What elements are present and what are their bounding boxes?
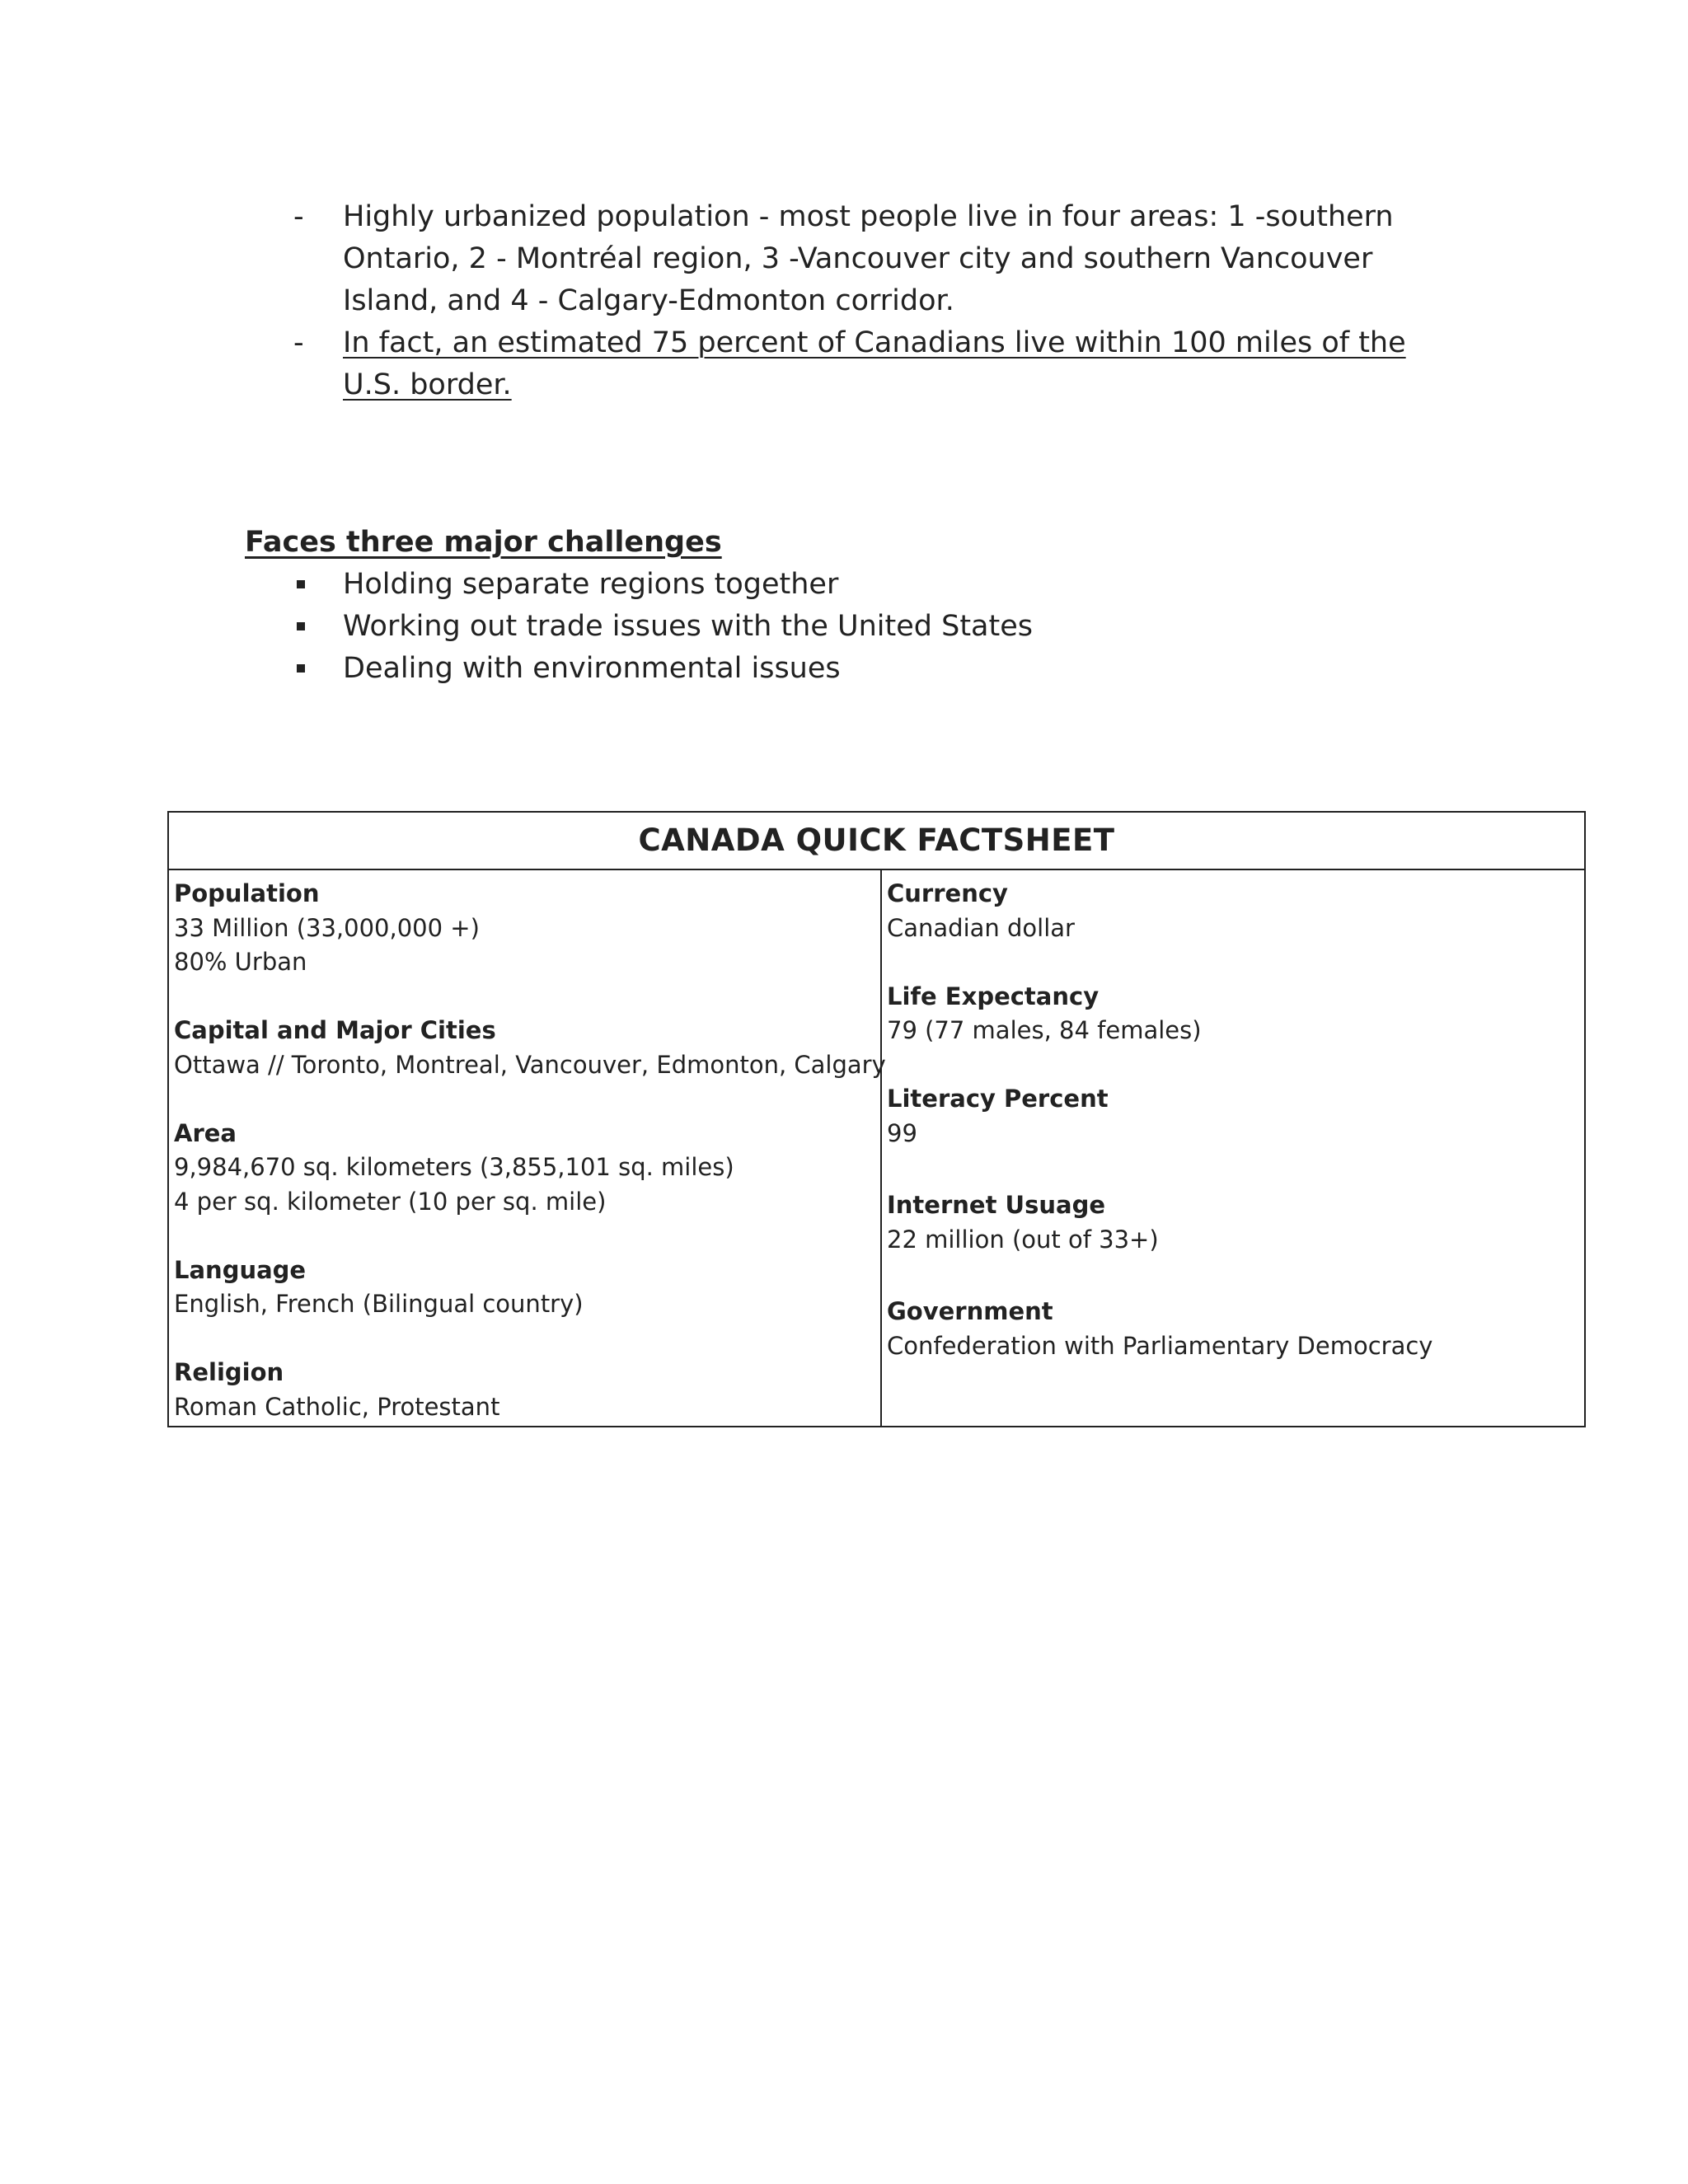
religion-value: Roman Catholic, Protestant [174,1392,500,1421]
internet-value: 22 million (out of 33+) [887,1225,1159,1254]
challenges-list [290,564,1033,690]
density-value: 4 per sq. kilometer (10 per sq. mile) [174,1187,607,1216]
factsheet-table [167,811,1586,1427]
area-label: Area [174,1118,237,1147]
capital-value: Ottawa // Toronto, Montreal, Vancouver, Edmonton, Calgary [174,1050,886,1079]
currency-value: Canadian dollar [887,913,1075,942]
language-label: Language [174,1255,307,1284]
literacy-label: Literacy Percent [887,1085,1109,1113]
urbanization-text: Highly urbanized population - most people live in four areas: 1 -southern Ontario, 2 - Montréal region, 3 -Vancouver city and southern Vancouver Island, and 4 - Calgary-Edmonton corridor. [343,200,1394,317]
dash-marker: - [293,200,304,233]
capital-label: Capital and Major Cities [174,1016,496,1044]
factsheet-left-column [169,870,886,1426]
currency-label: Currency [887,879,1008,907]
list-item [290,606,1033,648]
square-bullet-icon [297,622,305,630]
list-item [290,322,1444,406]
religion-label: Religion [174,1358,284,1386]
square-bullet-icon [297,580,305,588]
challenges-heading: Faces three major challenges [245,526,722,559]
internet-label: Internet Usuage [887,1191,1105,1219]
literacy-value: 99 [887,1118,917,1147]
urban-percent-value: 80% Urban [174,948,307,976]
challenge-text: Dealing with environmental issues [343,652,841,685]
border-population-text: In fact, an estimated 75 percent of Canadians live within 100 miles of the U.S. border. [343,326,1406,401]
square-bullet-icon [297,664,305,673]
population-label: Population [174,879,320,907]
factsheet-title: CANADA QUICK FACTSHEET [169,813,1584,870]
factsheet-body [169,870,1584,1426]
life-expectancy-label: Life Expectancy [887,982,1100,1010]
government-value: Confederation with Parliamentary Democracy [887,1331,1433,1360]
list-item [290,648,1033,690]
life-expectancy-value: 79 (77 males, 84 females) [887,1016,1202,1044]
challenge-text: Working out trade issues with the United States [343,610,1033,643]
list-item [290,196,1444,322]
population-value: 33 Million (33,000,000 +) [174,913,480,942]
dash-marker: - [293,326,304,359]
urbanization-list [290,196,1444,406]
list-item [290,564,1033,606]
government-label: Government [887,1297,1053,1325]
factsheet-right-column [882,870,1584,1426]
language-value: English, French (Bilingual country) [174,1290,584,1318]
area-value: 9,984,670 sq. kilometers (3,855,101 sq. miles) [174,1153,734,1181]
challenge-text: Holding separate regions together [343,568,839,601]
